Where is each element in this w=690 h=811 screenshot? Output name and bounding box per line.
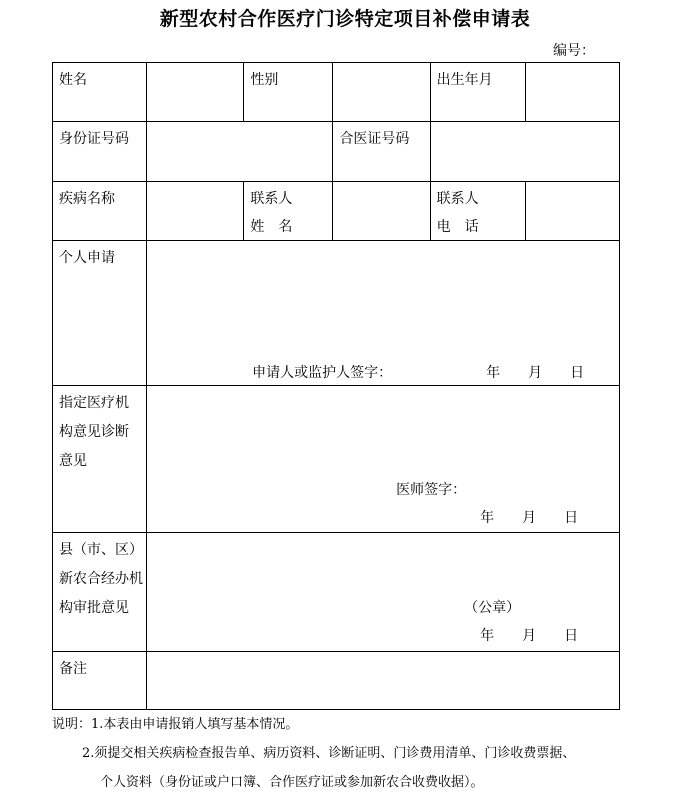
contact-name-label-line2: 姓 名 — [250, 219, 293, 235]
contact-phone-label-line1: 联系人 — [436, 191, 479, 207]
hospital-opinion-label-line1: 指定医疗机 — [59, 395, 129, 411]
disease-label-cell — [53, 182, 147, 241]
gender-label-cell — [244, 63, 333, 122]
applicant-date-label: 年 月 日 — [486, 365, 585, 381]
hospital-opinion-label-line3: 意见 — [59, 453, 87, 469]
hospital-opinion-label-cell — [53, 386, 147, 533]
contact-phone-field[interactable] — [525, 182, 619, 241]
contact-name-label-cell — [244, 182, 333, 241]
hospital-opinion-field[interactable] — [147, 386, 620, 533]
personal-application-label: 个人申请 — [59, 250, 115, 266]
agency-approval-label-line1: 县（市、区） — [59, 542, 143, 558]
contact-name-label — [244, 182, 332, 237]
name-label: 姓名 — [59, 72, 87, 88]
coop-id-label-cell — [333, 122, 430, 182]
doctor-date-label: 年 月 日 — [480, 510, 579, 526]
form-row-remarks — [53, 652, 620, 710]
form-row-personal-application — [53, 241, 620, 386]
form-row-hospital-opinion — [53, 386, 620, 533]
agency-approval-label — [53, 533, 146, 623]
form-row-basic-info — [53, 63, 620, 122]
id-label-cell — [53, 122, 147, 182]
agency-approval-field[interactable] — [147, 533, 620, 652]
coop-id-label: 合医证号码 — [339, 131, 410, 147]
name-field[interactable] — [147, 63, 244, 122]
doctor-signature-label: 医师签字： — [396, 482, 467, 498]
birth-date-label: 出生年月 — [436, 72, 493, 88]
contact-phone-label-line2: 电 话 — [436, 219, 479, 235]
disease-name-field[interactable] — [147, 182, 244, 241]
disease-name-label: 疾病名称 — [59, 191, 115, 207]
birth-date-field[interactable] — [525, 63, 619, 122]
form-number-label: 编号： — [553, 43, 595, 59]
agency-date-label: 年 月 日 — [480, 628, 579, 644]
remarks-label: 备注 — [59, 661, 87, 677]
id-number-label: 身份证号码 — [59, 131, 129, 147]
applicant-signature-label: 申请人或监护人签字： — [252, 365, 393, 381]
agency-approval-label-line2: 新农合经办机 — [59, 571, 143, 587]
agency-approval-label-line3: 构审批意见 — [59, 600, 129, 616]
application-form-table — [52, 62, 620, 710]
form-row-agency-approval — [53, 533, 620, 652]
contact-name-label-line1: 联系人 — [250, 191, 293, 207]
id-number-field[interactable] — [147, 122, 333, 182]
contact-phone-label-cell — [430, 182, 525, 241]
contact-phone-label — [431, 182, 525, 237]
remarks-field[interactable] — [147, 652, 620, 710]
remarks-label-cell — [53, 652, 147, 710]
form-title: 新型农村合作医疗门诊特定项目补偿申请表 — [159, 8, 531, 30]
name-label-cell — [53, 63, 147, 122]
agency-approval-label-cell — [53, 533, 147, 652]
hospital-opinion-label — [53, 386, 146, 476]
personal-application-label-cell — [53, 241, 147, 386]
coop-id-field[interactable] — [430, 122, 619, 182]
personal-application-field[interactable] — [147, 241, 620, 386]
form-row-contact — [53, 182, 620, 241]
contact-name-field[interactable] — [333, 182, 430, 241]
gender-label: 性别 — [250, 72, 279, 88]
form-row-ids — [53, 122, 620, 182]
note-line-2: 2.须提交相关疾病检查报告单、病历资料、诊断证明、门诊费用清单、门诊收费票据、 — [82, 746, 576, 761]
gender-field[interactable] — [333, 63, 430, 122]
note-line-3: 个人资料（身份证或户口簿、合作医疗证或参加新农合收费收据）。 — [100, 775, 484, 790]
hospital-opinion-label-line2: 构意见诊断 — [59, 424, 129, 440]
birth-label-cell — [430, 63, 525, 122]
note-line-1: 说明：1.本表由申请报销人填写基本情况。 — [52, 717, 299, 732]
official-seal-label: （公章） — [464, 600, 521, 616]
